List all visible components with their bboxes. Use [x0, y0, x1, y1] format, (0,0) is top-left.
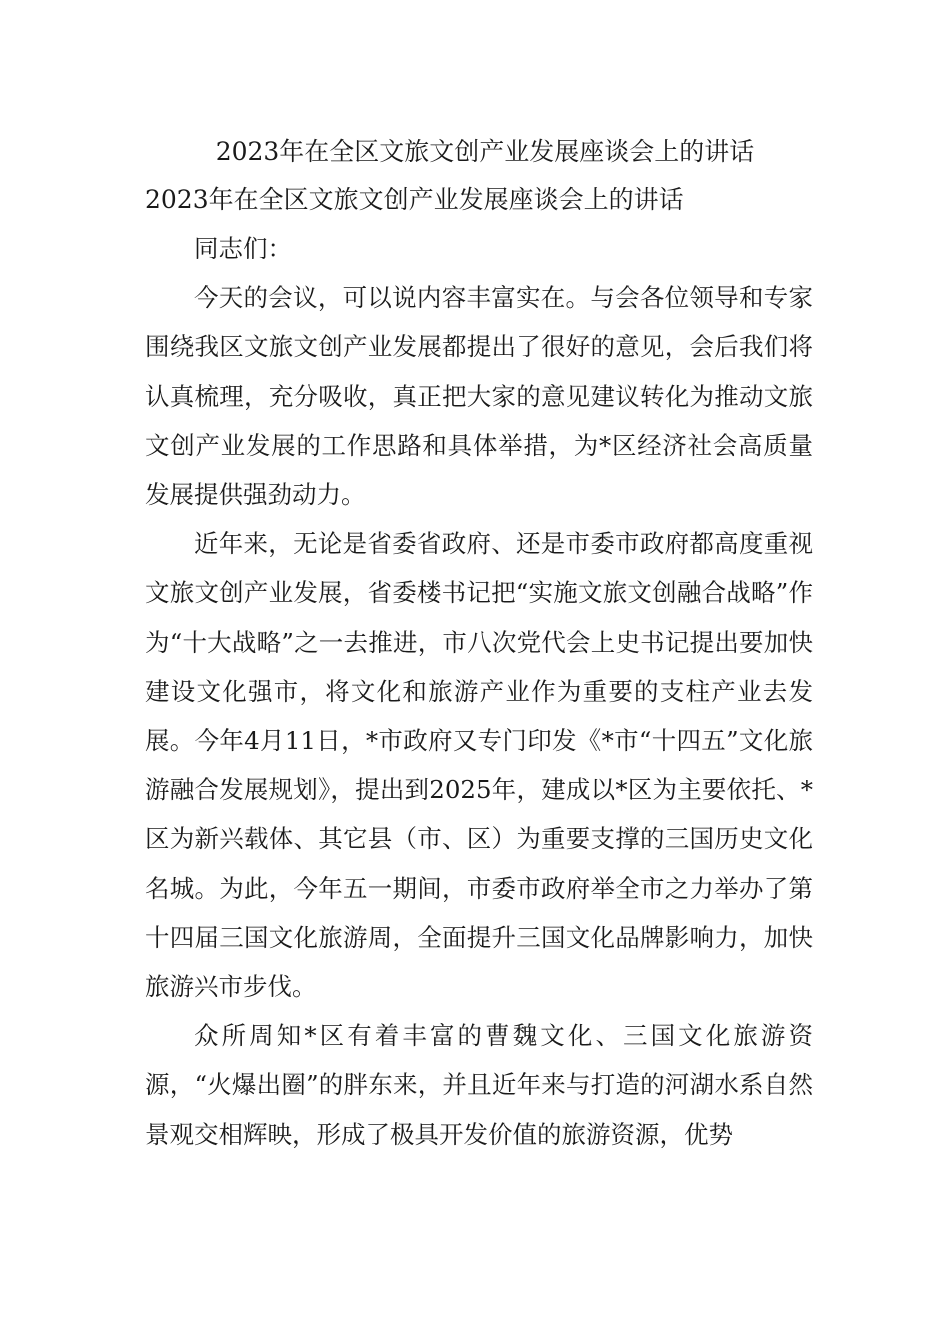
document-title: 2023年在全区文旅文创产业发展座谈会上的讲话: [215, 137, 755, 166]
document-title-repeat: 2023年在全区文旅文创产业发展座谈会上的讲话: [145, 185, 684, 214]
salutation: 同志们：: [194, 234, 292, 263]
document-body: [145, 224, 813, 1159]
paragraph-1: 今天的会议，可以说内容丰富实在。与会各位领导和专家围绕我区文旅文创产业发展都提出了很好的意见，会后我们将认真梳理，充分吸收，真正把大家的意见建议转化为推动文旅文创产业发展的工作思路和具体举措，为*区经济社会高质量发展提供强劲动力。: [145, 283, 813, 510]
paragraph-2: 近年来，无论是省委省政府、还是市委市政府都高度重视文旅文创产业发展，省委楼书记把“实施文旅文创融合战略”作为“十大战略”之一去推进，市八次党代会上史书记提出要加快建设文化强市，将文化和旅游产业作为重要的支柱产业去发展。今年4月11日，*市政府又专门印发《*市“十四五”文化旅游融合发展规划》，提出到2025年，建成以*区为主要依托、*区为新兴载体、其它县（市、区）为重要支撑的三国历史文化名城。为此，今年五一期间，市委市政府举全市之力举办了第十四届三国文化旅游周，全面提升三国文化品牌影响力，加快旅游兴市步伐。: [145, 529, 813, 1002]
paragraph-3: 众所周知*区有着丰富的曹魏文化、三国文化旅游资源，“火爆出圈”的胖东来，并且近年来与打造的河湖水系自然景观交相辉映，形成了极具开发价值的旅游资源，优势: [145, 1021, 813, 1149]
